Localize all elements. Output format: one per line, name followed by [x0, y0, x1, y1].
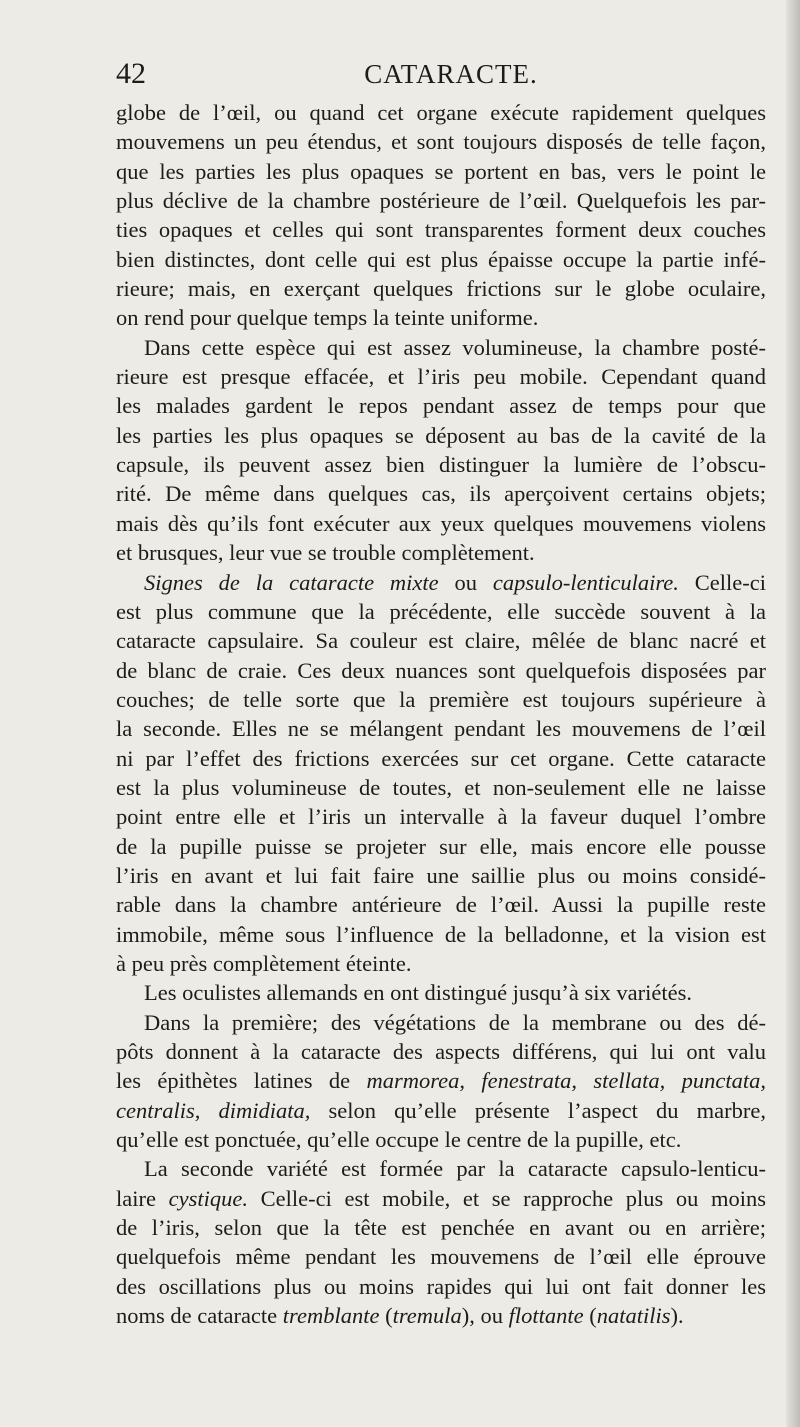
italic-text: capsulo-lenticulaire.	[492, 569, 679, 595]
italic-text: Signes de la cataracte mixte	[144, 569, 439, 595]
text-line	[116, 1125, 766, 1154]
text-line	[116, 597, 766, 626]
text-line	[116, 127, 766, 156]
text-segment: laire	[116, 1185, 169, 1211]
text-segment: rable dans la chambre antérieure de l’œil. Aussi la pupille reste	[116, 892, 766, 918]
text-segment: Celle-ci est mobile, et se rapproche plus ou moins	[247, 1185, 767, 1211]
page-header	[116, 56, 780, 92]
text-line	[116, 1008, 766, 1037]
text-segment: immobile, même sous l’influence de la belladonne, et la vision est	[116, 921, 766, 947]
text-segment: couches; de telle sorte que la première est toujours supérieure à	[116, 686, 766, 712]
page-edge	[786, 0, 800, 1427]
text-line	[116, 479, 766, 508]
text-segment: pôts donnent à la cataracte des aspects différens, qui lui ont valu	[116, 1039, 766, 1064]
text-segment: cataracte capsulaire. Sa couleur est claire, mêlée de blanc nacré et	[116, 628, 766, 654]
text-segment: bien distinctes, dont celle qui est plus épaisse occupe la partie infé-	[116, 246, 766, 272]
text-segment: la seconde. Elles ne se mélangent pendant les mouvemens de l’œil	[116, 716, 766, 742]
text-line	[116, 98, 766, 127]
text-line	[116, 920, 766, 949]
text-line	[116, 333, 766, 362]
text-segment: les parties les plus opaques se déposent au bas de la cavité de la	[116, 422, 766, 448]
text-line	[116, 773, 766, 802]
text-segment: de l’iris, selon que la tête est penchée en avant ou en arrière;	[116, 1215, 766, 1241]
text-line	[116, 1301, 766, 1330]
text-segment: (	[583, 1303, 597, 1329]
text-line	[116, 744, 766, 773]
text-segment: que les parties les plus opaques se portent en bas, vers le point le	[116, 158, 766, 184]
text-line	[116, 714, 766, 743]
text-line	[116, 186, 766, 215]
text-segment: rieure est presque effacée, et l’iris peu mobile. Cependant quand	[116, 364, 766, 390]
italic-text: natatilis	[596, 1303, 671, 1329]
text-line	[116, 245, 766, 274]
running-title: CATARACTE.	[364, 59, 538, 89]
text-segment: qu’elle est ponctuée, qu’elle occupe le centre de la pupille, etc.	[116, 1127, 682, 1153]
text-line	[116, 1037, 766, 1066]
text-line	[116, 832, 766, 861]
text-segment: de la pupille puisse se projeter sur elle, mais encore elle pousse	[116, 833, 766, 859]
text-line	[116, 685, 766, 714]
text-line	[116, 802, 766, 831]
text-line	[116, 1213, 766, 1242]
text-segment: des oscillations plus ou moins rapides qui lui ont fait donner les	[116, 1273, 766, 1299]
text-segment: mais dès qu’ils font exécuter aux yeux quelques mouvemens violens	[116, 510, 766, 536]
text-line	[116, 450, 766, 479]
text-segment: point entre elle et l’iris un intervalle à la faveur duquel l’ombre	[116, 804, 766, 830]
text-line	[116, 1154, 766, 1183]
text-segment: ni par l’effet des frictions exercées sur cet organe. Cette cataracte	[116, 745, 766, 771]
text-segment: à peu près complètement éteinte.	[116, 950, 412, 976]
text-segment: les malades gardent le repos pendant assez de temps pour que	[116, 393, 766, 419]
text-segment: est plus commune que la précédente, elle succède souvent à la	[116, 598, 766, 624]
text-segment: de blanc de craie. Ces deux nuances sont quelquefois disposées par	[116, 657, 766, 683]
text-segment: ).	[670, 1303, 684, 1329]
italic-text: centralis, dimidiata,	[116, 1097, 311, 1123]
text-line	[116, 538, 766, 567]
text-segment: plus déclive de la chambre postérieure de l’œil. Quelquefois les par-	[116, 188, 766, 214]
text-line	[116, 1066, 766, 1095]
text-segment: les épithètes latines de	[116, 1068, 367, 1094]
text-segment: (	[379, 1303, 393, 1329]
text-line	[116, 362, 766, 391]
text-segment: ou	[438, 569, 493, 595]
body-text	[116, 98, 766, 1330]
text-line	[116, 1096, 766, 1125]
text-segment: ), ou	[461, 1303, 509, 1329]
text-line	[116, 391, 766, 420]
italic-text: tremula	[392, 1303, 462, 1329]
text-line	[116, 421, 766, 450]
italic-text: flottante	[508, 1303, 584, 1329]
text-segment: on rend pour quelque temps la teinte uniforme.	[116, 305, 539, 331]
text-segment: rieure; mais, en exerçant quelques frictions sur le globe oculaire,	[116, 276, 766, 302]
text-segment: Dans la première; des végétations de la membrane ou des dé-	[144, 1009, 766, 1035]
text-line	[116, 626, 766, 655]
text-segment: rité. De même dans quelques cas, ils aperçoivent certains objets;	[116, 481, 766, 507]
text-segment: Celle-ci	[678, 569, 767, 595]
text-segment: et brusques, leur vue se trouble complètement.	[116, 540, 535, 566]
text-line	[116, 890, 766, 919]
text-line	[116, 1272, 766, 1301]
text-segment: capsule, ils peuvent assez bien distinguer la lumière de l’obscu-	[116, 452, 766, 478]
text-line	[116, 656, 766, 685]
text-line	[116, 157, 766, 186]
text-line	[116, 1184, 766, 1213]
text-line	[116, 861, 766, 890]
text-segment: est la plus volumineuse de toutes, et non-seulement elle ne laisse	[116, 774, 766, 800]
text-line	[116, 215, 766, 244]
text-segment: Les oculistes allemands en ont distingué jusqu’à six variétés.	[144, 980, 693, 1006]
text-segment: noms de cataracte	[116, 1303, 283, 1329]
text-line	[116, 978, 766, 1007]
text-line	[116, 1242, 766, 1271]
text-line	[116, 274, 766, 303]
text-segment: globe de l’œil, ou quand cet organe exécute rapidement quelques	[116, 100, 766, 125]
text-segment: mouvemens un peu étendus, et sont toujours disposés de telle façon,	[116, 129, 766, 155]
text-segment: l’iris en avant et lui fait faire une saillie plus ou moins considé-	[116, 862, 766, 888]
text-line	[116, 949, 766, 978]
text-segment: selon qu’elle présente l’aspect du marbre,	[310, 1097, 766, 1123]
text-line	[116, 568, 766, 597]
italic-text: tremblante	[282, 1303, 380, 1329]
text-line	[116, 303, 766, 332]
text-line	[116, 509, 766, 538]
text-segment: ties opaques et celles qui sont transparentes forment deux couches	[116, 217, 766, 243]
text-segment: Dans cette espèce qui est assez volumineuse, la chambre posté-	[144, 334, 766, 360]
text-segment: La seconde variété est formée par la cataracte capsulo-lenticu-	[144, 1156, 766, 1182]
text-segment: quelquefois même pendant les mouvemens de l’œil elle éprouve	[116, 1244, 766, 1270]
italic-text: cystique.	[168, 1185, 248, 1211]
page-number: 42	[116, 57, 146, 90]
italic-text: marmorea, fenestrata, stellata, punctata,	[366, 1068, 767, 1094]
